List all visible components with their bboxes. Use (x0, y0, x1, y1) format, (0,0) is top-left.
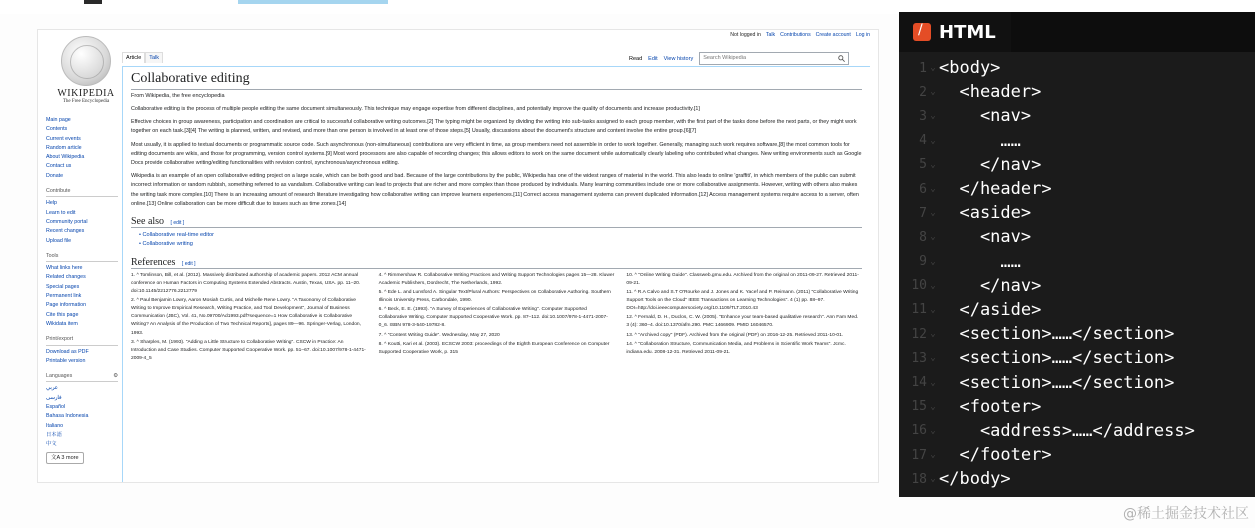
list-item[interactable]: • Collaborative real-time editor (139, 232, 215, 239)
translate-icon: 文A (51, 454, 62, 461)
line-number: 3 (919, 108, 927, 124)
sidebar-item-what-links-here[interactable]: What links here (46, 265, 83, 272)
code-text: <section>……</section> (939, 324, 1175, 345)
code-line (899, 346, 1255, 370)
list-item[interactable]: • Collaborative writing (139, 241, 193, 248)
sidebar-lang-italian[interactable]: Italiano (46, 422, 64, 429)
tab-article[interactable]: Article (122, 52, 145, 63)
line-number: 5 (919, 157, 927, 173)
log-in-link[interactable]: Log in (855, 32, 870, 38)
crop-fragment (84, 0, 102, 4)
globe-icon (61, 36, 111, 86)
fold-marker-icon: ⌄ (930, 474, 936, 485)
contributions-link[interactable]: Contributions (780, 32, 811, 38)
fold-marker-icon: ⌄ (930, 208, 936, 219)
reference-item: 14. ^ "Collaboration Structure, Communication Media, and Problems in Scientific Work Teams". Jcmc. indiana.edu. 2008-12-31. Retrieved 2011-09-21. (626, 341, 846, 355)
reference-item: 2. ^ Paul Benjamin Lowry, Aaron Mosiah Curtis, and Michelle Rene Lowry. "A Taxonomy of Collaborative Writing to Improve Empirical Research, Writing Practice, and Tool Development", Journal of Business Communication (JBC), Vol. 41, No.09700/Ad1993.pdf?sequence=1 How Collaborative is Collaborative Writing? An Analysis of the Production of Two Technical Reports], pages 89—96. Springer-Verlag, London, 1993. (131, 298, 361, 336)
sidebar-item-cite-this-page[interactable]: Cite this page (46, 311, 79, 318)
sidebar-item-donate[interactable]: Donate (46, 172, 64, 179)
reference-item: 4. ^ Rimmershaw R. Collaborative Writing Practices and Writing Support Technologies pages 15—28. Kluwer Academic Publishers, Dordrecht, The Netherlands, 1992. (378, 272, 615, 286)
fold-marker-icon: ⌄ (930, 184, 936, 195)
paragraph: Wikipedia is an example of an open collaborative editing project on a large scale, which can be both good and bad. Because of the large contributions by the public, Wikipedia has one of the widest ranges of material in the world. This also leads to online 'graffiti', in which members of the public can submit incorrect information or random rubbish, something referred to as vandalism. Collaborative writing can lead to projects that are richer and more complex than those produced by individuals. Many learning communities include one or more collaborative assignments. However, writing with others also makes the writing task more complex.[10] There is an increasing amount of research literature investigating how collaborative writing can improve learners experiences.[11] Correct access management systems can prevent duplicated information.[12] Access management systems require access to a server, often online.[13] Online collaboration can be more difficult due to issues such as time zones.[14] (131, 173, 859, 207)
code-line (899, 56, 1255, 80)
fold-marker-icon: ⌄ (930, 256, 936, 267)
sidebar-item-about[interactable]: About Wikipedia (46, 154, 85, 161)
code-text: <nav> (939, 227, 1032, 248)
paragraph: Collaborative editing is the process of multiple people editing the same document simultaneously. This technique may engage expertise from different disciplines, and potentially improve the quality of documents and increase productivity.[1] (131, 106, 700, 112)
code-text: </nav> (939, 275, 1042, 296)
sidebar-item-wikidata-item[interactable]: Wikidata item (46, 320, 78, 327)
reference-item: 8. ^ Koutti, Kari et al. (2003). ECSCW 2003: proceedings of the Eighth European Conference on Computer Supported Cooperative Work, p. 315 (378, 341, 610, 355)
code-text: …… (939, 130, 1021, 151)
code-line (899, 395, 1255, 419)
line-number: 12 (911, 326, 927, 342)
sidebar-item-page-information[interactable]: Page information (46, 302, 87, 309)
sidebar-item-help[interactable]: Help (46, 200, 57, 207)
fold-marker-icon: ⌄ (930, 353, 936, 364)
talk-link[interactable]: Talk (765, 32, 776, 38)
sidebar-lang-chinese[interactable]: 中文 (46, 441, 57, 448)
references-column (626, 272, 862, 364)
code-line (899, 80, 1255, 104)
sidebar-item-related-changes[interactable]: Related changes (46, 274, 86, 281)
edit-section-link[interactable]: [ edit ] (181, 260, 196, 267)
sidebar (46, 116, 118, 464)
code-panel-title: HTML (939, 21, 996, 43)
heading-text: References (131, 256, 176, 268)
line-number: 8 (919, 229, 927, 245)
references-heading (131, 257, 862, 269)
fold-marker-icon: ⌄ (930, 377, 936, 388)
see-also-link[interactable]: Collaborative writing (142, 241, 193, 248)
tab-edit[interactable]: Edit (648, 55, 658, 62)
fold-marker-icon: ⌄ (930, 280, 936, 291)
code-line (899, 274, 1255, 298)
sidebar-item-main-page[interactable]: Main page (46, 117, 71, 123)
sidebar-lang-indonesian[interactable]: Bahasa Indonesia (46, 413, 89, 420)
code-line (899, 104, 1255, 128)
code-text: <header> (939, 82, 1042, 103)
tab-view-history[interactable]: View history (663, 55, 694, 62)
sidebar-item-learn-to-edit[interactable]: Learn to edit (46, 209, 76, 216)
line-number: 9 (919, 254, 927, 270)
logo-tagline: The Free Encyclopedia (62, 99, 110, 104)
references-column (131, 272, 367, 364)
code-line (899, 129, 1255, 153)
code-text: </footer> (939, 445, 1052, 466)
html-code-panel (899, 12, 1255, 497)
sidebar-lang-arabic[interactable]: عربي (46, 385, 58, 392)
fold-marker-icon: ⌄ (930, 159, 936, 170)
reference-item: 7. ^ "Content Writing Guide". Wednesday, May 27, 2020 (378, 332, 500, 338)
code-line (899, 443, 1255, 467)
reference-item: 6. ^ Beck, E. E. (1993). "A Survey of Experiences of Collaborative Writing". Computer Supported Collaborative Writing. Computer Supported Cooperative Work. pp. 87–112. doi:10.1007/978-1-4471-2007-0_6. ISBN 978-3-540-19782-8. (378, 307, 608, 329)
sidebar-heading-tools: Tools (46, 252, 118, 262)
code-text: </nav> (939, 154, 1042, 175)
watermark: @稀土掘金技术社区 (1123, 506, 1249, 522)
code-line (899, 467, 1255, 491)
html-icon (913, 23, 931, 41)
code-text: …… (939, 251, 1021, 272)
fold-marker-icon: ⌄ (930, 425, 936, 436)
code-text: </aside> (939, 299, 1042, 320)
more-languages-button[interactable] (46, 452, 84, 464)
code-text: </header> (939, 179, 1052, 200)
logo-wordmark: WIKIPEDIA (57, 88, 115, 99)
code-text: <body> (939, 58, 1001, 79)
sidebar-lang-spanish[interactable]: Español (46, 404, 66, 411)
search-icon[interactable] (838, 55, 845, 62)
code-text: <aside> (939, 203, 1032, 224)
code-text: <footer> (939, 396, 1042, 417)
code-line (899, 322, 1255, 346)
code-line (899, 370, 1255, 394)
wikipedia-logo[interactable] (50, 36, 122, 104)
search-placeholder: Search Wikipedia (703, 55, 746, 61)
sidebar-heading-languages (46, 372, 118, 382)
code-line (899, 298, 1255, 322)
namespace-tabs (122, 52, 163, 63)
see-also-link[interactable]: Collaborative real-time editor (142, 232, 215, 239)
fold-marker-icon: ⌄ (930, 401, 936, 412)
reference-item: 3. ^ Sharples, M. (1993). "Adding a Little Structure to Collaborative Writing". CSCW in Practice: An Introduction and Case Studies. Computer Supported Cooperative Work. pp. 51–67. doi:10.1007/978-1-4471-2009-4_5 (131, 339, 366, 361)
fold-marker-icon: ⌄ (930, 111, 936, 122)
line-number: 13 (911, 350, 927, 366)
code-panel-header-fill (1011, 12, 1255, 52)
line-number: 17 (911, 447, 927, 463)
code-text: </body> (939, 469, 1011, 490)
sidebar-item-contents[interactable]: Contents (46, 126, 68, 133)
line-number: 15 (911, 399, 927, 415)
line-number: 18 (911, 471, 927, 487)
fold-marker-icon: ⌄ (930, 135, 936, 146)
line-number: 6 (919, 181, 927, 197)
code-line (899, 419, 1255, 443)
references-list (131, 272, 862, 364)
more-languages-label: 3 more (61, 454, 79, 461)
fold-marker-icon: ⌄ (930, 63, 936, 74)
code-line (899, 225, 1255, 249)
fold-marker-icon: ⌄ (930, 450, 936, 461)
paragraph: Most usually, it is applied to textual documents or programmatic source code. Such asynchronous (non-simultaneous) contributions are very efficient in time, as group members need not assemble in order to work together. Generally, managing such work requires software,[8] the most common tools for editing documents are wikis, and those for programming, version control systems.[9] Most word processors are also capable of recording changes; this allows editors to work on the same document while automatically clearly labeling who contributed what changes. New writing environments such as Google Docs provide collaborative writing/editing functionalities with revision control, synchronous/asynchronous editing. (131, 141, 862, 167)
fold-marker-icon: ⌄ (930, 304, 936, 315)
sidebar-item-random-article[interactable]: Random article (46, 144, 82, 151)
sidebar-item-community-portal[interactable]: Community portal (46, 218, 88, 225)
reference-item: 10. ^ "Online Writing Guide". Classweb.gmu.edu. Archived from the original on 2011-09-27. Retrieved 2011-09-21. (626, 272, 859, 286)
personal-tools (730, 32, 870, 38)
reference-item: 11. ^ R.A Calvo and S.T O'Rourke and J. Jones and K. Yacef and P. Reimann. (2011) "Collaborative Writing Support Tools on the Cloud" IEEE Transactions on Learning Technologies". 4 (1) pp. 88–97. DOI=http://doi.ieeecomputersociety.org/10.1109/TLT.2010.43 (626, 290, 859, 312)
sidebar-heading-print: Print/export (46, 335, 118, 345)
article-content (122, 66, 870, 482)
heading-text: See also (131, 216, 165, 228)
sidebar-lang-japanese[interactable]: 日本語 (46, 431, 62, 438)
code-line (899, 177, 1255, 201)
code-lines (899, 56, 1255, 491)
gear-icon[interactable]: ⚙ (113, 373, 118, 380)
sidebar-item-download-pdf[interactable]: Download as PDF (46, 348, 89, 355)
reference-item: 12. ^ Fernald, D. H., Duclos, C. W. (2005). "Enhance your team-based qualitative research". Ann Fam Med. 3 (4): 360–4. doi:10.1370/afm.290. PMC 1466909. PMID 16046570. (626, 315, 859, 329)
code-text: <section>……</section> (939, 348, 1175, 369)
sidebar-item-printable-version[interactable]: Printable version (46, 357, 86, 364)
page-title: Collaborative editing (131, 71, 862, 90)
paragraph: Effective choices in group awareness, participation and coordination are critical to successful collaborative writing outcomes.[2] The typing might be organized by dividing the writing into sub-tasks assigned to each group member, with the first part of the tasks done before the next parts, or they might work together on each task.[3][4] The writing is planned, written, and revised, and more than one person is involved in at least one of those steps.[5] Usually, discussions about the document's structure and content involve the entire group.[6][7] (131, 119, 857, 135)
reference-item: 13. ^ "Archived copy" (PDF). Archived from the original (PDF) on 2016-12-25. Retrieved 2011-10-01. (626, 332, 844, 338)
sidebar-item-current-events[interactable]: Current events (46, 135, 81, 142)
edit-section-link[interactable]: [ edit ] (170, 220, 185, 227)
line-number: 16 (911, 423, 927, 439)
tagline: From Wikipedia, the free encyclopedia (131, 93, 225, 99)
sidebar-item-special-pages[interactable]: Special pages (46, 283, 80, 290)
fold-marker-icon: ⌄ (930, 232, 936, 243)
search-input[interactable] (699, 52, 849, 65)
sidebar-item-permanent-link[interactable]: Permanent link (46, 293, 82, 300)
wikipedia-screenshot (38, 30, 878, 482)
code-line (899, 250, 1255, 274)
references-column (379, 272, 615, 364)
languages-label: Languages (46, 373, 73, 380)
fold-marker-icon: ⌄ (930, 87, 936, 98)
line-number: 11 (911, 302, 927, 318)
view-tabs (629, 52, 849, 65)
sidebar-heading-contribute: Contribute (46, 187, 118, 197)
reference-item: 5. ^ Ede L. and Lunsford A. Singular Text/Plural Authors: Perspectives on Collaborative Authoring. Southern Illinois University Press, Carbondale, 1990. (378, 290, 611, 304)
crop-fragment (238, 0, 388, 4)
sidebar-item-upload-file[interactable]: Upload file (46, 237, 72, 244)
not-logged-in-label: Not logged in (730, 32, 761, 38)
create-account-link[interactable]: Create account (815, 32, 851, 38)
see-also-heading (131, 216, 862, 228)
code-line (899, 153, 1255, 177)
line-number: 4 (919, 133, 927, 149)
code-panel-header (899, 12, 1011, 52)
code-text: <address>……</address> (939, 420, 1195, 441)
fold-marker-icon: ⌄ (930, 329, 936, 340)
sidebar-item-recent-changes[interactable]: Recent changes (46, 228, 85, 235)
tab-talk[interactable]: Talk (145, 52, 163, 63)
code-text: <nav> (939, 106, 1032, 127)
line-number: 7 (919, 205, 927, 221)
sidebar-item-contact[interactable]: Contact us (46, 163, 72, 170)
code-line (899, 201, 1255, 225)
code-text: <section>……</section> (939, 372, 1175, 393)
line-number: 10 (911, 278, 927, 294)
tab-read[interactable]: Read (629, 55, 643, 62)
line-number: 14 (911, 375, 927, 391)
line-number: 1 (919, 60, 927, 76)
sidebar-lang-persian[interactable]: فارسی (46, 394, 62, 401)
line-number: 2 (919, 84, 927, 100)
reference-item: 1. ^ Tomlinson, Bill, et al. (2012). Massively distributed authorship of academic papers. 2012 ACM annual conference on Human Factors in Computing Systems Extended Abstracts. Austin, Texas, USA. pp. 11–20. doi:10.1145/2212776.2212779 (131, 272, 361, 295)
see-also-list (139, 231, 862, 250)
